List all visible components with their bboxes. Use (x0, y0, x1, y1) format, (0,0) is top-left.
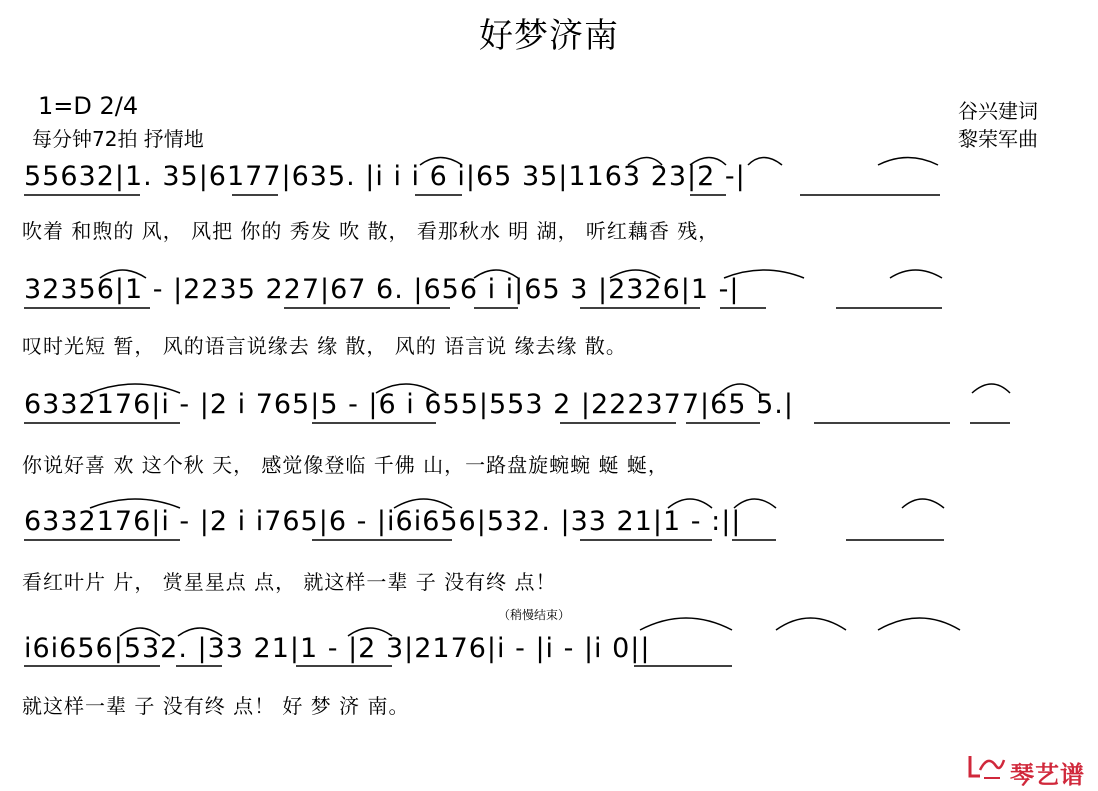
key-signature: 1=D 2/4 (38, 92, 139, 120)
lyric-line-3: 你说好喜 欢 这个秋 天， 感觉像登临 千佛 山，一路盘旋蜿蜿 蜒 蜒， (22, 453, 669, 477)
notation-line-2: 32356|1 - |2235 227|67 6. |656 i i|65 3 |2326|1 -| (24, 274, 740, 305)
lyric-line-2: 叹时光短 暂， 风的语言说缘去 缘 散， 风的 语言说 缘去缘 散。 (22, 334, 627, 358)
logo-icon (966, 752, 1006, 782)
notation-line-4: 6332176|i - |2 i i765|6 - |i6i656|532. |33 21|1 - :|| (24, 506, 742, 537)
lyric-line-5: 就这样一辈 子 没有终 点！ 好 梦 济 南。 (22, 694, 410, 718)
watermark-text: 琴艺谱 (1010, 761, 1085, 789)
notation-line-1: 55632|1. 35|6177|635. |i i i 6 i|65 35|1163 23|2 -| (24, 161, 746, 192)
song-title: 好梦济南 (479, 16, 619, 56)
notation-line-3: 6332176|i - |2 i 765|5 - |6 i 655|553 2 |222377|65 5.| (24, 389, 794, 420)
lyricist-credit: 谷兴建词 (958, 99, 1038, 123)
notation-line-5: i6i656|532. |33 21|1 - |2 3|2176|i - |i - |i 0|| (24, 633, 651, 664)
tempo-marking: 每分钟72拍 抒情地 (32, 127, 204, 151)
ending-direction: （稍慢结束） (498, 608, 571, 622)
lyric-line-4: 看红叶片 片， 赏星星点 点， 就这样一辈 子 没有终 点！ (22, 570, 557, 594)
lyric-line-1: 吹着 和煦的 风， 风把 你的 秀发 吹 散， 看那秋水 明 湖， 听红藕香 残， (22, 219, 720, 243)
composer-credit: 黎荣军曲 (958, 127, 1038, 151)
